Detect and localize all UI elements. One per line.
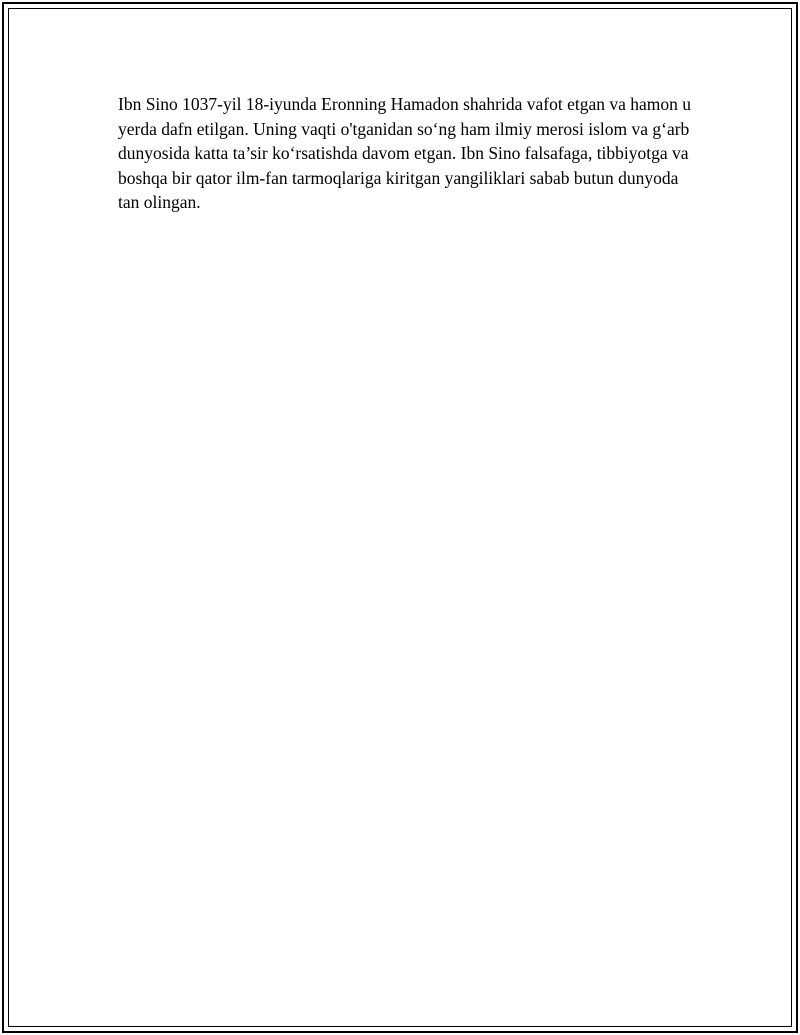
body-paragraph: Ibn Sino 1037-yil 18-iyunda Eronning Hamadon shahrida vafot etgan va hamon u yerda dafn etilgan. Uning vaqti o'tganidan so‘ng ham ilmiy merosi islom va g‘arb dunyosida katta ta’sir ko‘rsatishda davom etgan. Ibn Sino falsafaga, tibbiyotga va boshqa bir qator ilm-fan tarmoqlariga kiritgan yangiliklari sabab butun dunyoda tan olingan. <box>118 94 692 212</box>
